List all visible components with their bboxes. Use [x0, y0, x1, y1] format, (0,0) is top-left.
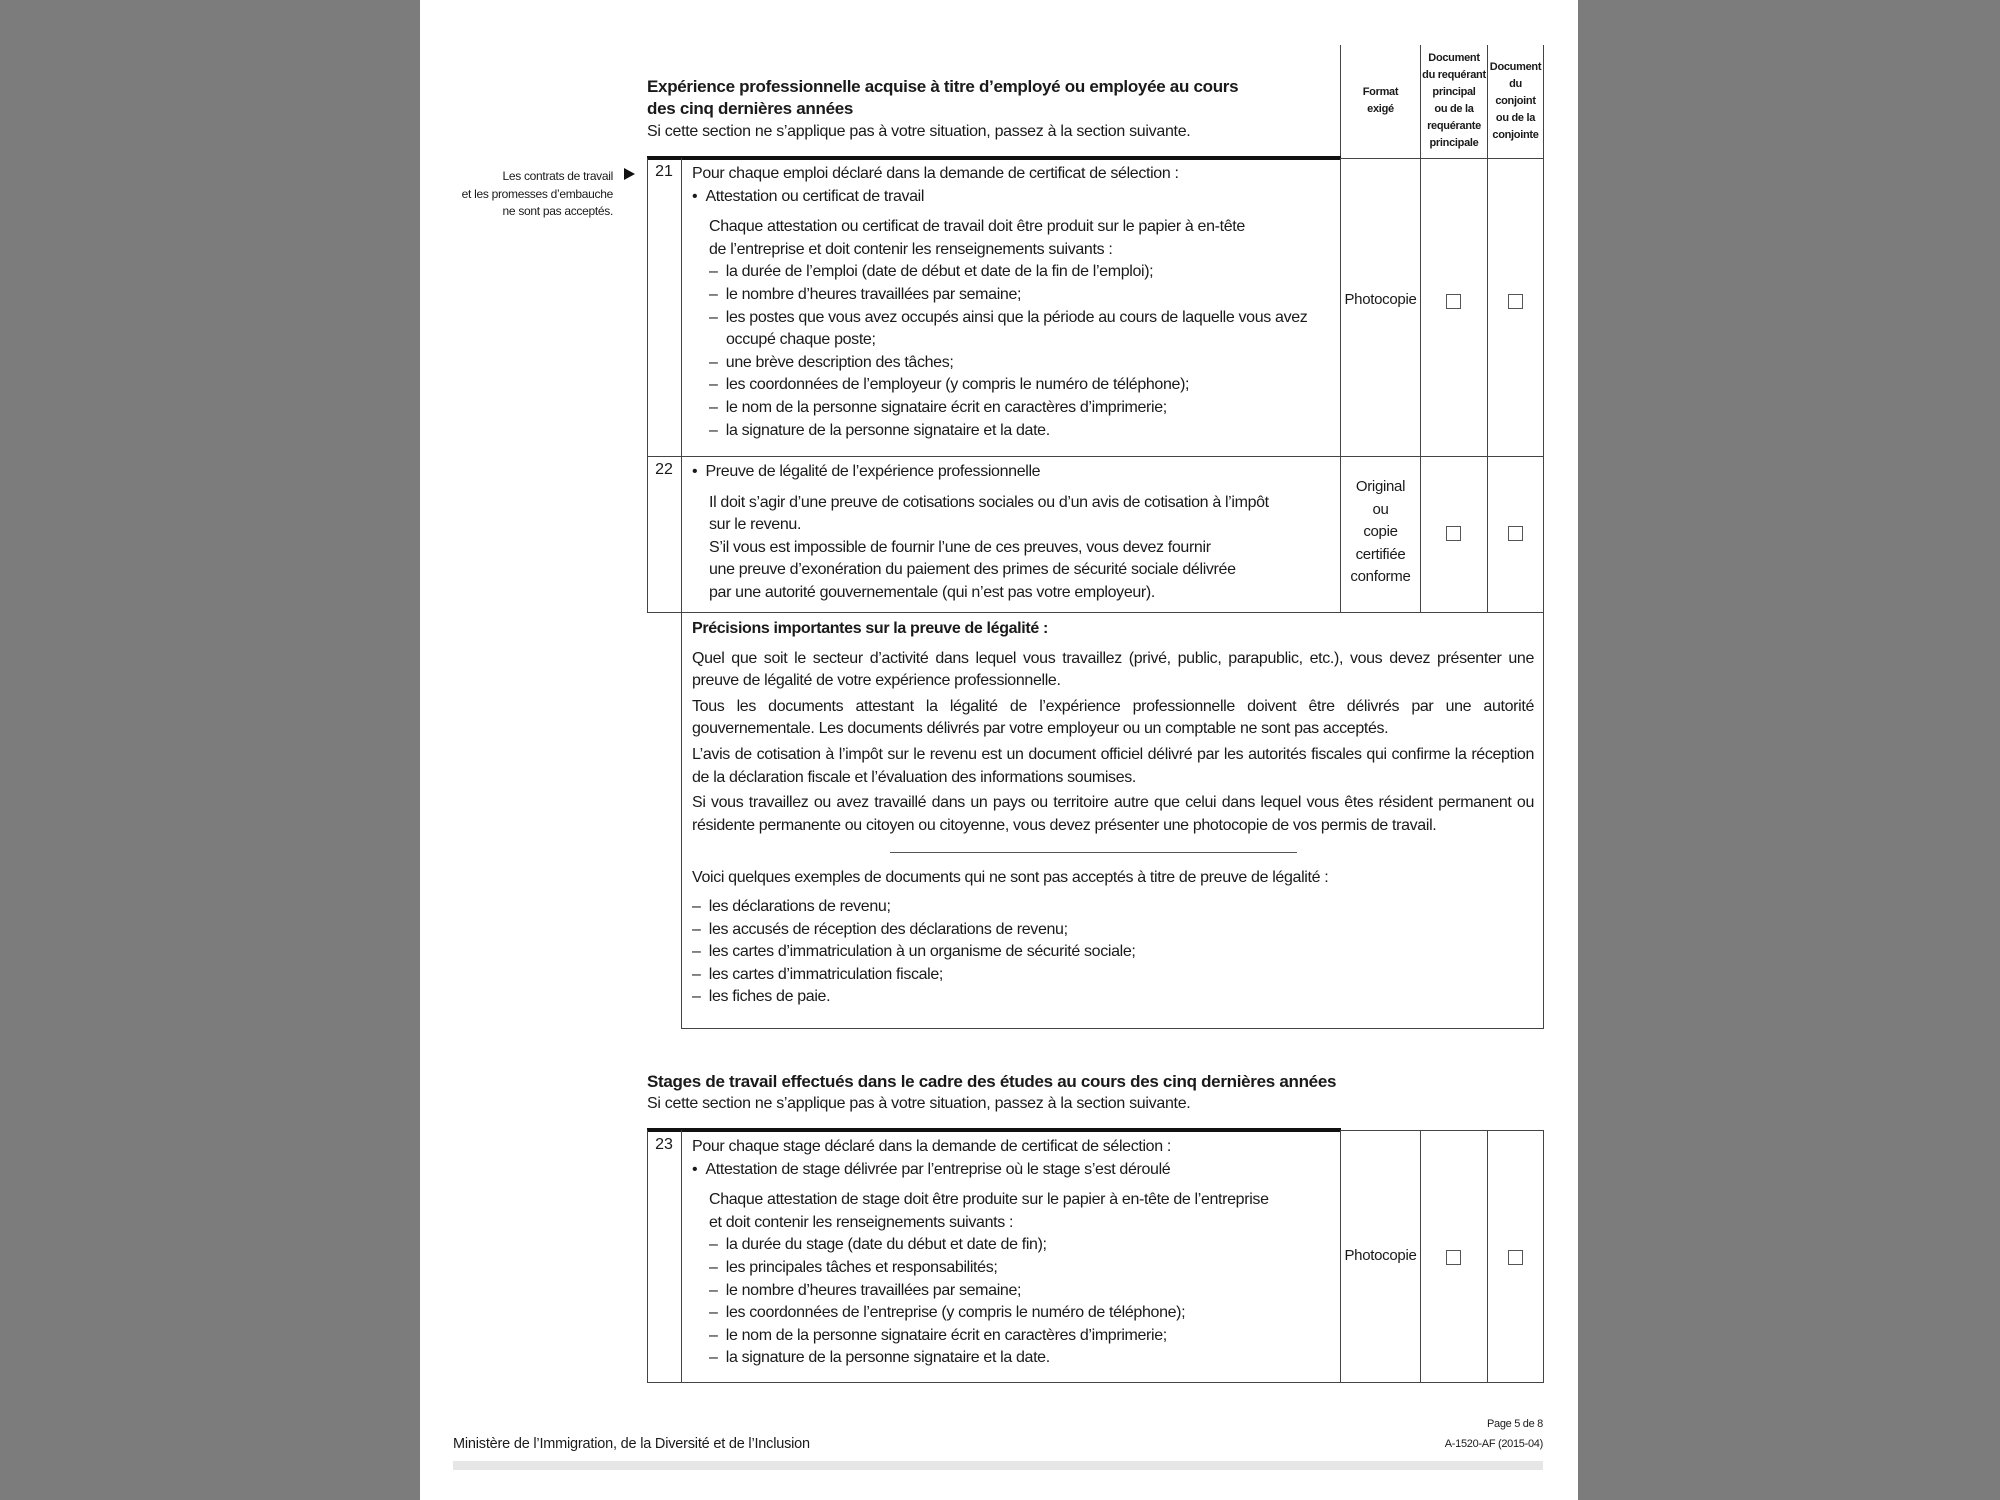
list-item-text: une brève description des tâches; [725, 353, 954, 371]
list-item [692, 986, 1534, 1009]
number-col-divider [681, 158, 682, 1029]
dash-icon: – [709, 1281, 718, 1299]
precisions-separator [890, 852, 1297, 853]
bullet-icon: • [692, 463, 698, 480]
table-right-border [1543, 158, 1544, 1029]
checkbox-spouse-22[interactable] [1508, 526, 1523, 541]
paragraph-line: Il doit s’agir d’une preuve de cotisations sociales ou d’un avis de cotisation à l’impôt [709, 493, 1269, 511]
dash-icon: – [692, 988, 701, 1006]
checkbox-main-applicant-21[interactable] [1446, 294, 1461, 309]
col-divider [1487, 158, 1488, 612]
row-divider [647, 1382, 1544, 1383]
section-rule [647, 1128, 1341, 1132]
right-pointer-icon [624, 168, 635, 180]
precisions-paragraph: Tous les documents attestant la légalité de l’expérience professionnelle doivent être délivrés par une autorité gouvernementale. Les documents délivrés par votre employeur ou un comptable ne sont pas acceptés. [692, 697, 1534, 738]
list-item-text: la signature de la personne signataire et la date. [725, 421, 1050, 439]
column-header-line: ou de la [1434, 103, 1474, 115]
dash-icon: – [709, 1326, 718, 1344]
page-number: Page 5 de 8 [1486, 1418, 1543, 1430]
list-item-text: le nombre d’heures travaillées par semaine; [725, 285, 1022, 303]
col-divider [1487, 1130, 1488, 1382]
header-rule [1340, 1130, 1544, 1131]
dash-icon: – [709, 398, 718, 416]
column-header-line: Document [1489, 61, 1542, 73]
col-divider [1543, 45, 1544, 158]
item-bullet [692, 1159, 1332, 1182]
list-item-text: le nombre d’heures travaillées par semaine; [725, 1281, 1022, 1299]
list-item-text: les coordonnées de l’employeur (y compris le numéro de téléphone); [725, 376, 1190, 394]
list-item-text: la durée du stage (date du début et date de fin); [725, 1236, 1047, 1254]
table-right-border [1543, 1130, 1544, 1382]
format-line: conforme [1350, 568, 1411, 585]
list-item [709, 284, 1332, 307]
column-header-line: Document [1428, 52, 1480, 64]
footer-bar [453, 1461, 1543, 1470]
dash-icon: – [692, 920, 701, 938]
col-divider [1420, 158, 1421, 612]
examples-intro: Voici quelques exemples de documents qui ne sont pas acceptés à titre de preuve de légalité : [692, 869, 1329, 887]
list-item [709, 1347, 1332, 1370]
dash-icon: – [709, 1258, 718, 1276]
number-col-divider [681, 1130, 682, 1382]
table-left-border [647, 1130, 648, 1382]
checkbox-spouse-23[interactable] [1508, 1250, 1523, 1265]
list-item [709, 1234, 1332, 1257]
item-number: 22 [655, 461, 673, 478]
requirements-list [692, 261, 1332, 442]
paragraph-line: sur le revenu. [709, 516, 802, 534]
row-divider [647, 612, 1544, 613]
paragraph-line: par une autorité gouvernementale (qui n’est pas votre employeur). [709, 583, 1155, 601]
precisions-box [692, 618, 1534, 1009]
column-header-main-applicant [1421, 50, 1487, 152]
dash-icon: – [709, 376, 718, 394]
list-item-text: la signature de la personne signataire et la date. [725, 1349, 1050, 1367]
item-22-content [692, 461, 1332, 605]
column-header-line: exigé [1367, 103, 1394, 115]
checkbox-main-applicant-22[interactable] [1446, 526, 1461, 541]
list-item-text: les cartes d’immatriculation fiscale; [708, 965, 944, 983]
column-header-spouse [1488, 59, 1543, 144]
section-title-line: Expérience professionnelle acquise à titre d’employé ou employée au cours [647, 77, 1239, 96]
side-note-line: ne sont pas acceptés. [502, 204, 613, 218]
list-item [709, 397, 1332, 420]
dash-icon: – [709, 285, 718, 303]
item-bullet [692, 186, 1332, 209]
paragraph-line: Chaque attestation ou certificat de travail doit être produit sur le papier à en-tête [709, 218, 1245, 236]
precisions-paragraph: Si vous travaillez ou avez travaillé dans un pays ou territoire autre que celui dans lequel vous êtes résident permanent ou résidente permanente ou citoyen ou citoyenne, vous devez présenter une photocopie de vos permis de travail. [692, 794, 1534, 834]
paragraph-line: Chaque attestation de stage doit être produite sur le papier à en-tête de l’entreprise [709, 1191, 1269, 1209]
section-title-internships: Stages de travail effectués dans le cadre des études au cours des cinq dernières années [647, 1072, 1337, 1091]
list-item [709, 1280, 1332, 1303]
section-title-line: des cinq dernières années [647, 99, 854, 118]
dash-icon: – [709, 1304, 718, 1322]
format-line: certifiée [1355, 545, 1406, 563]
list-item-text: le nom de la personne signataire écrit en caractères d’imprimerie; [725, 398, 1167, 416]
footer-ministry: Ministère de l’Immigration, de la Diversité et de l’Inclusion [453, 1436, 810, 1452]
checkbox-spouse-21[interactable] [1508, 294, 1523, 309]
list-item-text: les accusés de réception des déclarations de revenu; [708, 920, 1068, 938]
side-note-line: et les promesses d’embauche [461, 186, 613, 201]
list-item-text: les principales tâches et responsabilités; [725, 1258, 998, 1276]
column-header-format [1341, 84, 1420, 118]
precisions-paragraph: Quel que soit le secteur d’activité dans lequel vous travaillez (privé, public, parapublic, etc.), vous devez présenter une preuve de légalité de votre expérience professionnelle. [692, 649, 1534, 690]
column-header-line: Format [1362, 86, 1399, 98]
column-header-line: principale [1429, 137, 1479, 149]
section-subtitle: Si cette section ne s’applique pas à votre situation, passez à la section suivante. [647, 1095, 1191, 1112]
list-item [692, 896, 1534, 919]
item-number: 23 [655, 1136, 673, 1153]
column-header-line: conjointe [1492, 129, 1539, 141]
dash-icon: – [692, 943, 701, 961]
dash-icon: – [709, 1236, 718, 1254]
paragraph-line: et doit contenir les renseignements suivants : [709, 1213, 1014, 1231]
dash-icon: – [709, 353, 718, 371]
form-code: A-1520-AF (2015-04) [1444, 1438, 1543, 1450]
list-item-text: le nom de la personne signataire écrit en caractères d’imprimerie; [725, 1326, 1167, 1344]
list-item-text: la durée de l’emploi (date de début et date de la fin de l’emploi); [725, 263, 1154, 281]
item-paragraph [692, 1189, 1332, 1234]
dash-icon: – [709, 421, 718, 439]
paragraph-line: de l’entreprise et doit contenir les renseignements suivants : [709, 240, 1113, 258]
bullet-text: Preuve de légalité de l’expérience professionnelle [705, 463, 1041, 480]
format-required: Photocopie [1344, 1247, 1417, 1264]
dash-icon: – [709, 263, 718, 281]
requirements-list [692, 1234, 1332, 1370]
list-item [709, 352, 1332, 375]
column-header-line: ou de la [1495, 112, 1536, 124]
bullet-text: Attestation de stage délivrée par l’entreprise où le stage s’est déroulé [705, 1160, 1171, 1178]
examples-list [692, 896, 1534, 1009]
checkbox-main-applicant-23[interactable] [1446, 1250, 1461, 1265]
format-line: copie [1363, 523, 1398, 540]
item-intro: Pour chaque stage déclaré dans la demande de certificat de sélection : [692, 1138, 1171, 1155]
list-item-text: les coordonnées de l’entreprise (y compris le numéro de téléphone); [725, 1304, 1186, 1322]
column-header-line: principal [1432, 86, 1476, 98]
section-subtitle: Si cette section ne s’applique pas à votre situation, passez à la section suivante. [647, 123, 1191, 140]
list-item [692, 941, 1534, 964]
col-divider [1420, 1130, 1421, 1382]
item-21-content [692, 163, 1332, 442]
paragraph-line: S’il vous est impossible de fournir l’une de ces preuves, vous devez fournir [709, 538, 1211, 556]
list-item-text: les fiches de paie. [708, 988, 831, 1006]
bullet-icon: • [692, 1160, 698, 1178]
item-paragraph [692, 492, 1332, 605]
dash-icon: – [692, 897, 701, 915]
section-rule [647, 156, 1341, 160]
column-header-line: conjoint [1495, 95, 1536, 107]
precisions-title: Précisions importantes sur la preuve de légalité : [692, 620, 1048, 637]
bullet-text: Attestation ou certificat de travail [705, 187, 925, 205]
dash-icon: – [709, 1349, 718, 1367]
item-number: 21 [655, 163, 673, 180]
list-item [709, 1302, 1332, 1325]
list-item [709, 374, 1332, 397]
side-note-line: Les contrats de travail [502, 169, 613, 183]
list-item-text: les déclarations de revenu; [708, 897, 891, 915]
list-item [709, 1325, 1332, 1348]
table-left-border [647, 158, 648, 612]
side-note [420, 168, 613, 221]
item-paragraph [692, 216, 1332, 261]
item-bullet [692, 461, 1332, 484]
dash-icon: – [709, 308, 718, 326]
column-header-line: requérante [1427, 120, 1481, 132]
format-line: Original [1355, 478, 1406, 495]
document-page [420, 0, 1578, 1500]
list-item [692, 964, 1534, 987]
section-title-experience [647, 76, 1287, 120]
list-item [709, 420, 1332, 443]
row-divider [647, 456, 1544, 457]
precisions-bottom-border [681, 1028, 1544, 1029]
list-item [692, 919, 1534, 942]
column-header-line: du requérant [1422, 69, 1486, 81]
list-item [709, 1257, 1332, 1280]
item-23-content [692, 1136, 1332, 1370]
list-item-text: les cartes d’immatriculation à un organisme de sécurité sociale; [708, 943, 1136, 961]
format-required [1341, 476, 1420, 589]
list-item [709, 307, 1332, 352]
precisions-paragraph: L’avis de cotisation à l’impôt sur le revenu est un document officiel délivré par les autorités fiscales qui confirme la réception de la déclaration fiscale et l’évaluation des informations soumises. [692, 745, 1534, 786]
list-item [709, 261, 1332, 284]
bullet-icon: • [692, 187, 698, 205]
item-intro: Pour chaque emploi déclaré dans la demande de certificat de sélection : [692, 165, 1179, 182]
column-header-line: du [1509, 78, 1522, 90]
list-item-text: les postes que vous avez occupés ainsi que la période au cours de laquelle vous avez occupé chaque poste; [725, 308, 1308, 349]
format-required: Photocopie [1344, 291, 1417, 308]
format-line: ou [1372, 500, 1389, 518]
header-rule [1340, 158, 1544, 159]
paragraph-line: une preuve d’exonération du paiement des primes de sécurité sociale délivrée [709, 561, 1236, 579]
dash-icon: – [692, 965, 701, 983]
